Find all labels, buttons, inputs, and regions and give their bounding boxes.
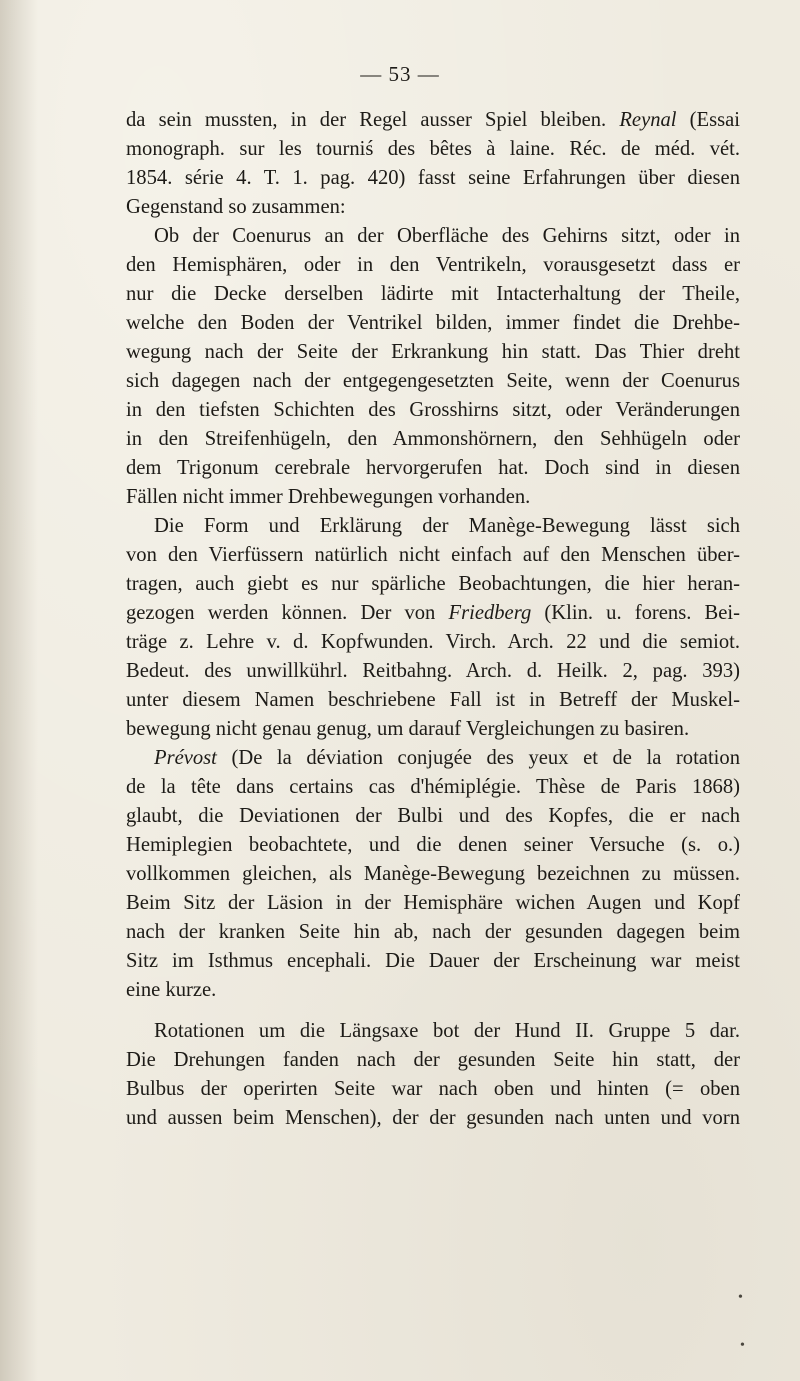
text-segment: von den Vierfüssern natürlich nicht einfach auf den Menschen über- (126, 544, 740, 566)
text-line (126, 454, 740, 483)
text-segment: Bulbus der operirten Seite war nach oben und hinten (= oben (126, 1078, 740, 1100)
paragraph (126, 222, 740, 512)
text-segment: eine kurze. (126, 979, 217, 1001)
text-line (126, 222, 740, 251)
text-segment: und aussen beim Menschen), der der gesunden nach unten und vorn (126, 1107, 740, 1129)
text-segment: nach der kranken Seite hin ab, nach der gesunden dagegen beim (126, 921, 740, 943)
text-line (126, 1075, 740, 1104)
text-segment: in den Streifenhügeln, den Ammonshörnern, den Sehhügeln oder (126, 428, 740, 450)
text-segment: (De la déviation conjugée des yeux et de la rotation (216, 747, 740, 769)
paragraph (126, 744, 740, 1005)
author-name: Reynal (619, 109, 677, 131)
text-segment: dem Trigonum cerebrale hervorgerufen hat. Doch sind in diesen (126, 457, 740, 479)
text-segment: de la tête dans certains cas d'hémiplégie. Thèse de Paris 1868) (126, 776, 740, 798)
text-line (126, 541, 740, 570)
text-segment: da sein mussten, in der Regel ausser Spiel bleiben. (126, 109, 620, 131)
author-name: Prévost (154, 747, 217, 769)
text-segment: Sitz im Isthmus encephali. Die Dauer der Erscheinung war meist (126, 950, 740, 972)
text-segment: 1854. série 4. T. 1. pag. 420) fasst seine Erfahrungen über diesen (126, 167, 740, 189)
text-line (126, 512, 740, 541)
paragraph (126, 106, 740, 222)
text-line (126, 657, 740, 686)
text-line (126, 773, 740, 802)
text-segment: sich dagegen nach der entgegengesetzten Seite, wenn der Coenurus (126, 370, 740, 392)
text-line (126, 396, 740, 425)
text-line (126, 164, 740, 193)
text-segment: Hemiplegien beobachtete, und die denen seiner Versuche (s. o.) (126, 834, 740, 856)
paper-speck: • (740, 1338, 745, 1353)
text-segment: gezogen werden können. Der von (126, 602, 449, 624)
text-segment: wegung nach der Seite der Erkrankung hin statt. Das Thier dreht (126, 341, 740, 363)
text-segment: Bedeut. des unwillkührl. Reitbahng. Arch. d. Heilk. 2, pag. 393) (126, 660, 740, 682)
author-name: Friedberg (448, 602, 532, 624)
text-segment: Fällen nicht immer Drehbewegungen vorhanden. (126, 486, 531, 508)
text-line (126, 976, 740, 1005)
text-line (126, 193, 740, 222)
text-segment: unter diesem Namen beschriebene Fall ist in Betreff der Muskel- (126, 689, 740, 711)
text-segment: vollkommen gleichen, als Manège-Bewegung bezeichnen zu müssen. (126, 863, 740, 885)
text-segment: träge z. Lehre v. d. Kopfwunden. Virch. Arch. 22 und die semiot. (126, 631, 740, 653)
text-line (126, 860, 740, 889)
text-segment: nur die Decke derselben lädirte mit Intacterhaltung der Theile, (126, 283, 740, 305)
text-line (126, 889, 740, 918)
text-line (126, 599, 740, 628)
body-text (126, 106, 740, 1133)
text-segment: (Essai (676, 109, 740, 131)
text-segment: Rotationen um die Längsaxe bot der Hund II. Gruppe 5 dar. (154, 1020, 740, 1042)
text-line (126, 106, 740, 135)
page-number: — 53 — (360, 62, 440, 86)
text-segment: Gegenstand so zusammen: (126, 196, 346, 218)
text-segment: bewegung nicht genau genug, um darauf Vergleichungen zu basiren. (126, 718, 690, 740)
paragraph (126, 512, 740, 744)
text-line (126, 628, 740, 657)
paragraph (126, 1017, 740, 1133)
text-line (126, 425, 740, 454)
text-line (126, 338, 740, 367)
text-line (126, 309, 740, 338)
binding-gutter-shadow (0, 0, 38, 1381)
text-line (126, 686, 740, 715)
text-line (126, 367, 740, 396)
text-line (126, 744, 740, 773)
text-segment: Beim Sitz der Läsion in der Hemisphäre wichen Augen und Kopf (126, 892, 740, 914)
text-line (126, 831, 740, 860)
text-line (126, 1046, 740, 1075)
text-line (126, 483, 740, 512)
text-line (126, 251, 740, 280)
text-segment: Ob der Coenurus an der Oberfläche des Gehirns sitzt, oder in (154, 225, 740, 247)
text-segment: tragen, auch giebt es nur spärliche Beobachtungen, die hier heran- (126, 573, 740, 595)
text-line (126, 1017, 740, 1046)
text-line (126, 280, 740, 309)
text-segment: welche den Boden der Ventrikel bilden, immer findet die Drehbe- (126, 312, 740, 334)
text-line (126, 715, 740, 744)
text-line (126, 918, 740, 947)
text-line (126, 802, 740, 831)
text-line (126, 135, 740, 164)
text-segment: den Hemisphären, oder in den Ventrikeln, vorausgesetzt dass er (126, 254, 740, 276)
text-segment: Die Form und Erklärung der Manège-Bewegung lässt sich (154, 515, 740, 537)
text-segment: Die Drehungen fanden nach der gesunden Seite hin statt, der (126, 1049, 740, 1071)
text-line (126, 1104, 740, 1133)
text-segment: (Klin. u. forens. Bei- (531, 602, 740, 624)
paper-speck: • (738, 1290, 743, 1305)
text-segment: in den tiefsten Schichten des Grosshirns sitzt, oder Veränderungen (126, 399, 740, 421)
text-line (126, 947, 740, 976)
text-line (126, 570, 740, 599)
text-segment: glaubt, die Deviationen der Bulbi und des Kopfes, die er nach (126, 805, 740, 827)
text-segment: monograph. sur les tourniś des bêtes à laine. Réc. de méd. vét. (126, 138, 740, 160)
